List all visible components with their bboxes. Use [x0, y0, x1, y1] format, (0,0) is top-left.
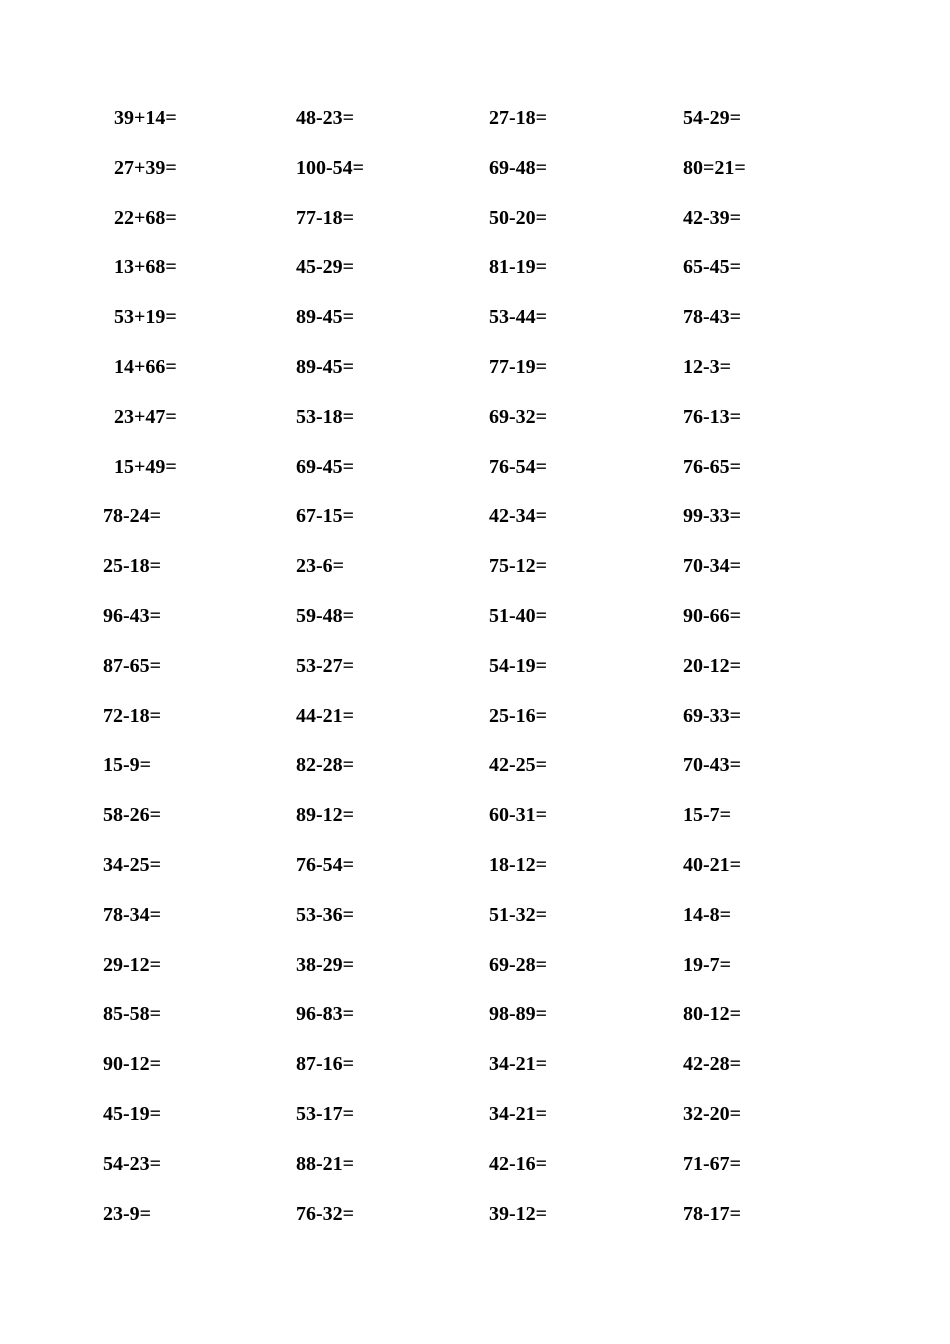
- math-problem: 96-83=: [296, 1003, 355, 1026]
- math-problem: 76-32=: [296, 1202, 355, 1225]
- math-problem: 25-16=: [489, 704, 548, 727]
- problem-row: [0, 153, 950, 183]
- problem-row: [0, 452, 950, 482]
- math-problem: 45-29=: [296, 256, 355, 279]
- math-problem: 89-12=: [296, 804, 355, 827]
- problem-row: [0, 1199, 950, 1229]
- math-problem: 34-25=: [103, 854, 162, 876]
- math-problem: 39+14=: [114, 107, 177, 129]
- problem-row: [0, 302, 950, 332]
- math-problem: 80-12=: [683, 1003, 742, 1026]
- problem-row: [0, 1099, 950, 1129]
- problem-row: [0, 103, 950, 133]
- math-problem: 59-48=: [296, 605, 355, 627]
- math-problem: 60-31=: [489, 804, 548, 827]
- math-problem: 96-43=: [103, 605, 162, 627]
- math-problem: 78-24=: [103, 505, 162, 528]
- math-problem: 34-21=: [489, 1053, 548, 1076]
- math-problem: 76-65=: [683, 455, 742, 478]
- math-problem: 53-18=: [296, 405, 355, 428]
- math-problem: 12-3=: [683, 356, 732, 378]
- problem-row: [0, 651, 950, 681]
- math-problem: 77-18=: [296, 206, 355, 229]
- math-problem: 80=21=: [683, 156, 746, 179]
- math-problem: 42-39=: [683, 206, 742, 229]
- math-problem: 50-20=: [489, 206, 548, 229]
- math-problem: 71-67=: [683, 1152, 742, 1175]
- problem-row: [0, 252, 950, 282]
- problem-row: [0, 551, 950, 581]
- problem-row: [0, 800, 950, 830]
- math-problem: 42-28=: [683, 1053, 742, 1076]
- math-problem: 42-34=: [489, 505, 548, 528]
- math-problem: 44-21=: [296, 704, 355, 727]
- math-problem: 89-45=: [296, 356, 355, 378]
- math-problem: 53+19=: [114, 306, 177, 329]
- problem-row: [0, 203, 950, 233]
- problem-row: [0, 950, 950, 980]
- math-problem: 27+39=: [114, 156, 177, 179]
- math-problem: 25-18=: [103, 555, 162, 578]
- problem-row: [0, 501, 950, 531]
- math-problem: 100-54=: [296, 156, 365, 179]
- math-problem: 53-44=: [489, 306, 548, 329]
- math-problem: 22+68=: [114, 206, 177, 229]
- math-problem: 23-9=: [103, 1202, 152, 1225]
- math-problem: 38-29=: [296, 953, 355, 976]
- math-problem: 53-17=: [296, 1103, 355, 1125]
- problem-row: [0, 1149, 950, 1179]
- math-problem: 76-13=: [683, 405, 742, 428]
- problem-row: [0, 1049, 950, 1079]
- math-problem: 51-40=: [489, 605, 548, 627]
- problem-row: [0, 402, 950, 432]
- math-problem: 42-16=: [489, 1152, 548, 1175]
- math-problem: 89-45=: [296, 306, 355, 329]
- math-problem: 69-28=: [489, 953, 548, 976]
- problem-row: [0, 900, 950, 930]
- math-problem: 42-25=: [489, 754, 548, 777]
- math-problem: 15+49=: [114, 455, 177, 478]
- math-problem: 13+68=: [114, 256, 177, 279]
- math-problem: 40-21=: [683, 854, 742, 876]
- problem-row: [0, 999, 950, 1029]
- math-problem: 87-16=: [296, 1053, 355, 1076]
- math-problem: 54-23=: [103, 1152, 162, 1175]
- math-problem: 69-33=: [683, 704, 742, 727]
- math-problem: 23-6=: [296, 555, 345, 578]
- math-problem: 29-12=: [103, 953, 162, 976]
- math-problem: 87-65=: [103, 654, 162, 677]
- math-problem: 27-18=: [489, 107, 548, 129]
- math-problem: 76-54=: [296, 854, 355, 876]
- math-problem: 98-89=: [489, 1003, 548, 1026]
- math-problem: 70-43=: [683, 754, 742, 777]
- math-problem: 77-19=: [489, 356, 548, 378]
- math-problem: 53-36=: [296, 903, 355, 926]
- math-problem: 75-12=: [489, 555, 548, 578]
- problem-row: [0, 352, 950, 382]
- math-problem: 88-21=: [296, 1152, 355, 1175]
- math-problem: 14-8=: [683, 903, 732, 926]
- math-problem: 82-28=: [296, 754, 355, 777]
- math-problem: 90-12=: [103, 1053, 162, 1076]
- math-problem: 81-19=: [489, 256, 548, 279]
- math-problem: 14+66=: [114, 356, 177, 378]
- math-problem: 15-9=: [103, 754, 152, 777]
- math-problem: 78-43=: [683, 306, 742, 329]
- math-problem: 67-15=: [296, 505, 355, 528]
- math-problem: 69-45=: [296, 455, 355, 478]
- math-problem: 19-7=: [683, 953, 732, 976]
- math-problem: 32-20=: [683, 1103, 742, 1125]
- math-problem: 23+47=: [114, 405, 177, 428]
- math-problem: 54-29=: [683, 107, 742, 129]
- math-problem: 45-19=: [103, 1103, 162, 1125]
- math-problem: 54-19=: [489, 654, 548, 677]
- math-problem: 20-12=: [683, 654, 742, 677]
- math-problem: 78-34=: [103, 903, 162, 926]
- math-problem: 78-17=: [683, 1202, 742, 1225]
- math-problem: 99-33=: [683, 505, 742, 528]
- math-problem: 18-12=: [489, 854, 548, 876]
- math-problem: 39-12=: [489, 1202, 548, 1225]
- math-problem: 69-48=: [489, 156, 548, 179]
- math-problem: 70-34=: [683, 555, 742, 578]
- problem-row: [0, 750, 950, 780]
- math-problem: 53-27=: [296, 654, 355, 677]
- math-problem: 65-45=: [683, 256, 742, 279]
- math-problem: 69-32=: [489, 405, 548, 428]
- math-problem: 51-32=: [489, 903, 548, 926]
- math-problem: 34-21=: [489, 1103, 548, 1125]
- math-problem: 90-66=: [683, 605, 742, 627]
- math-problem: 76-54=: [489, 455, 548, 478]
- problem-row: [0, 601, 950, 631]
- math-problem: 85-58=: [103, 1003, 162, 1026]
- problem-row: [0, 850, 950, 880]
- math-problem: 58-26=: [103, 804, 162, 827]
- math-problem: 72-18=: [103, 704, 162, 727]
- math-problem: 48-23=: [296, 107, 355, 129]
- math-problem: 15-7=: [683, 804, 732, 827]
- problem-row: [0, 701, 950, 731]
